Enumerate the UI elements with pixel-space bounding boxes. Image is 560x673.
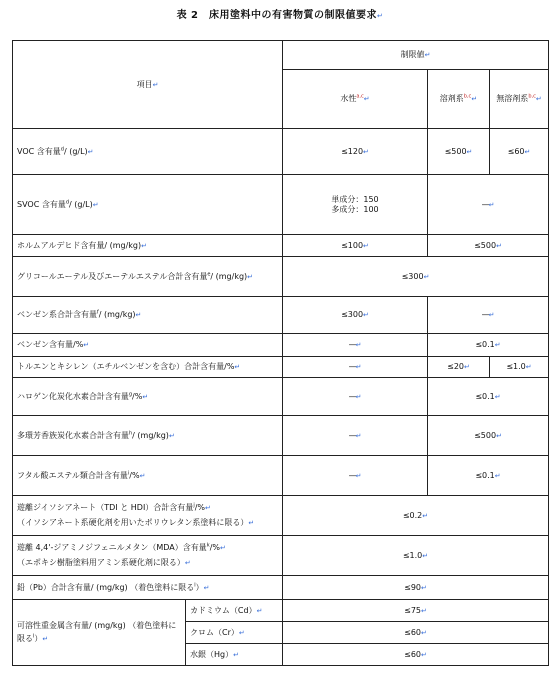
row-label-isocyanate: 遊離ジイソシアネート（TDI と HDI）合計含有量$^j$/%↵ （イソシアネート系硬化剤を用いたポリウレタン系塗料に限る）↵	[13, 496, 283, 536]
benzene-water: —↵	[283, 334, 428, 357]
table-row	[13, 129, 549, 175]
pah-other: ≤500↵	[428, 416, 549, 456]
row-label-lead: 鉛（Pb）合計含有量/ (mg/kg) （着色塗料に限る$^l$）↵	[13, 576, 283, 600]
isocyanate-all: ≤0.2↵	[283, 496, 549, 536]
row-label-toluene: トルエンとキシレン（エチルベンゼンを含む）合計含有量/%↵	[13, 357, 283, 378]
phthalate-other: ≤0.1↵	[428, 456, 549, 496]
voc-solvent: ≤500↵	[428, 129, 490, 175]
row-label-heavy-metal: 可溶性重金属含有量/ (mg/kg) （着色塗料に 限る$^l$）↵	[13, 600, 186, 666]
voc-solventless: ≤60↵	[490, 129, 549, 175]
header-limit: 制限値↵	[283, 41, 549, 70]
toluene-solvent: ≤20↵	[428, 357, 490, 378]
table-row	[13, 576, 549, 600]
benzene-series-other: —↵	[428, 297, 549, 334]
formaldehyde-water: ≤100↵	[283, 235, 428, 257]
cr-value: ≤60↵	[283, 622, 549, 644]
table-row	[13, 416, 549, 456]
svoc-water: 単成分：150 多成分：100	[283, 175, 428, 235]
header-solventless: 無溶剤系$^{b,c}$↵	[490, 70, 549, 129]
glycol-all: ≤300↵	[283, 257, 549, 297]
benzene-other: ≤0.1↵	[428, 334, 549, 357]
table-row	[13, 334, 549, 357]
row-label-benzene: ベンゼン含有量/%↵	[13, 334, 283, 357]
table-row	[13, 536, 549, 576]
cd-label: カドミウム（Cd）↵	[186, 600, 283, 622]
halogen-water: —↵	[283, 378, 428, 416]
pah-water: —↵	[283, 416, 428, 456]
table-title: 表 2 床用塗料中の有害物質の制限値要求↵	[176, 10, 384, 21]
table-row	[13, 456, 549, 496]
toluene-solventless: ≤1.0↵	[490, 357, 549, 378]
limits-table	[12, 40, 549, 666]
table-row	[13, 496, 549, 536]
table-row	[13, 257, 549, 297]
table-row	[13, 600, 549, 622]
table-row	[13, 235, 549, 257]
header-solvent: 溶剤系$^{b,c}$↵	[428, 70, 490, 129]
svoc-other: —↵	[428, 175, 549, 235]
mda-all: ≤1.0↵	[283, 536, 549, 576]
lead-all: ≤90↵	[283, 576, 549, 600]
row-label-svoc: SVOC 含有量$^d$/ (g/L)↵	[13, 175, 283, 235]
row-label-glycol: グリコールエーテル及びエーテルエステル合計含有量$^e$/ (mg/kg)↵	[13, 257, 283, 297]
toluene-water: —↵	[283, 357, 428, 378]
row-label-pah: 多環芳香族炭化水素合計含有量$^h$/ (mg/kg)↵	[13, 416, 283, 456]
row-label-benzene-series: ベンゼン系合計含有量$^f$/ (mg/kg)↵	[13, 297, 283, 334]
row-label-phthalate: フタル酸エステル類合計含有量$^i$/%↵	[13, 456, 283, 496]
table-row	[13, 378, 549, 416]
header-item: 項目↵	[13, 41, 283, 129]
header-water: 水性$^{a,c}$↵	[283, 70, 428, 129]
cr-label: クロム（Cr）↵	[186, 622, 283, 644]
row-label-formaldehyde: ホルムアルデヒド含有量/ (mg/kg)↵	[13, 235, 283, 257]
benzene-series-water: ≤300↵	[283, 297, 428, 334]
row-label-halogen: ハロゲン化炭化水素合計含有量$^g$/%↵	[13, 378, 283, 416]
row-label-voc: VOC 含有量$^d$/ (g/L)↵	[13, 129, 283, 175]
halogen-other: ≤0.1↵	[428, 378, 549, 416]
hg-label: 水銀（Hg）↵	[186, 644, 283, 666]
voc-water: ≤120↵	[283, 129, 428, 175]
cd-value: ≤75↵	[283, 600, 549, 622]
formaldehyde-other: ≤500↵	[428, 235, 549, 257]
hg-value: ≤60↵	[283, 644, 549, 666]
table-row	[13, 175, 549, 235]
table-row	[13, 297, 549, 334]
row-label-mda: 遊離 4,4'-ジアミノジフェニルメタン（MDA）含有量$^k$/%↵ （エポキシ樹脂塗料用アミン系硬化剤に限る）↵	[13, 536, 283, 576]
table-row	[13, 357, 549, 378]
phthalate-water: —↵	[283, 456, 428, 496]
